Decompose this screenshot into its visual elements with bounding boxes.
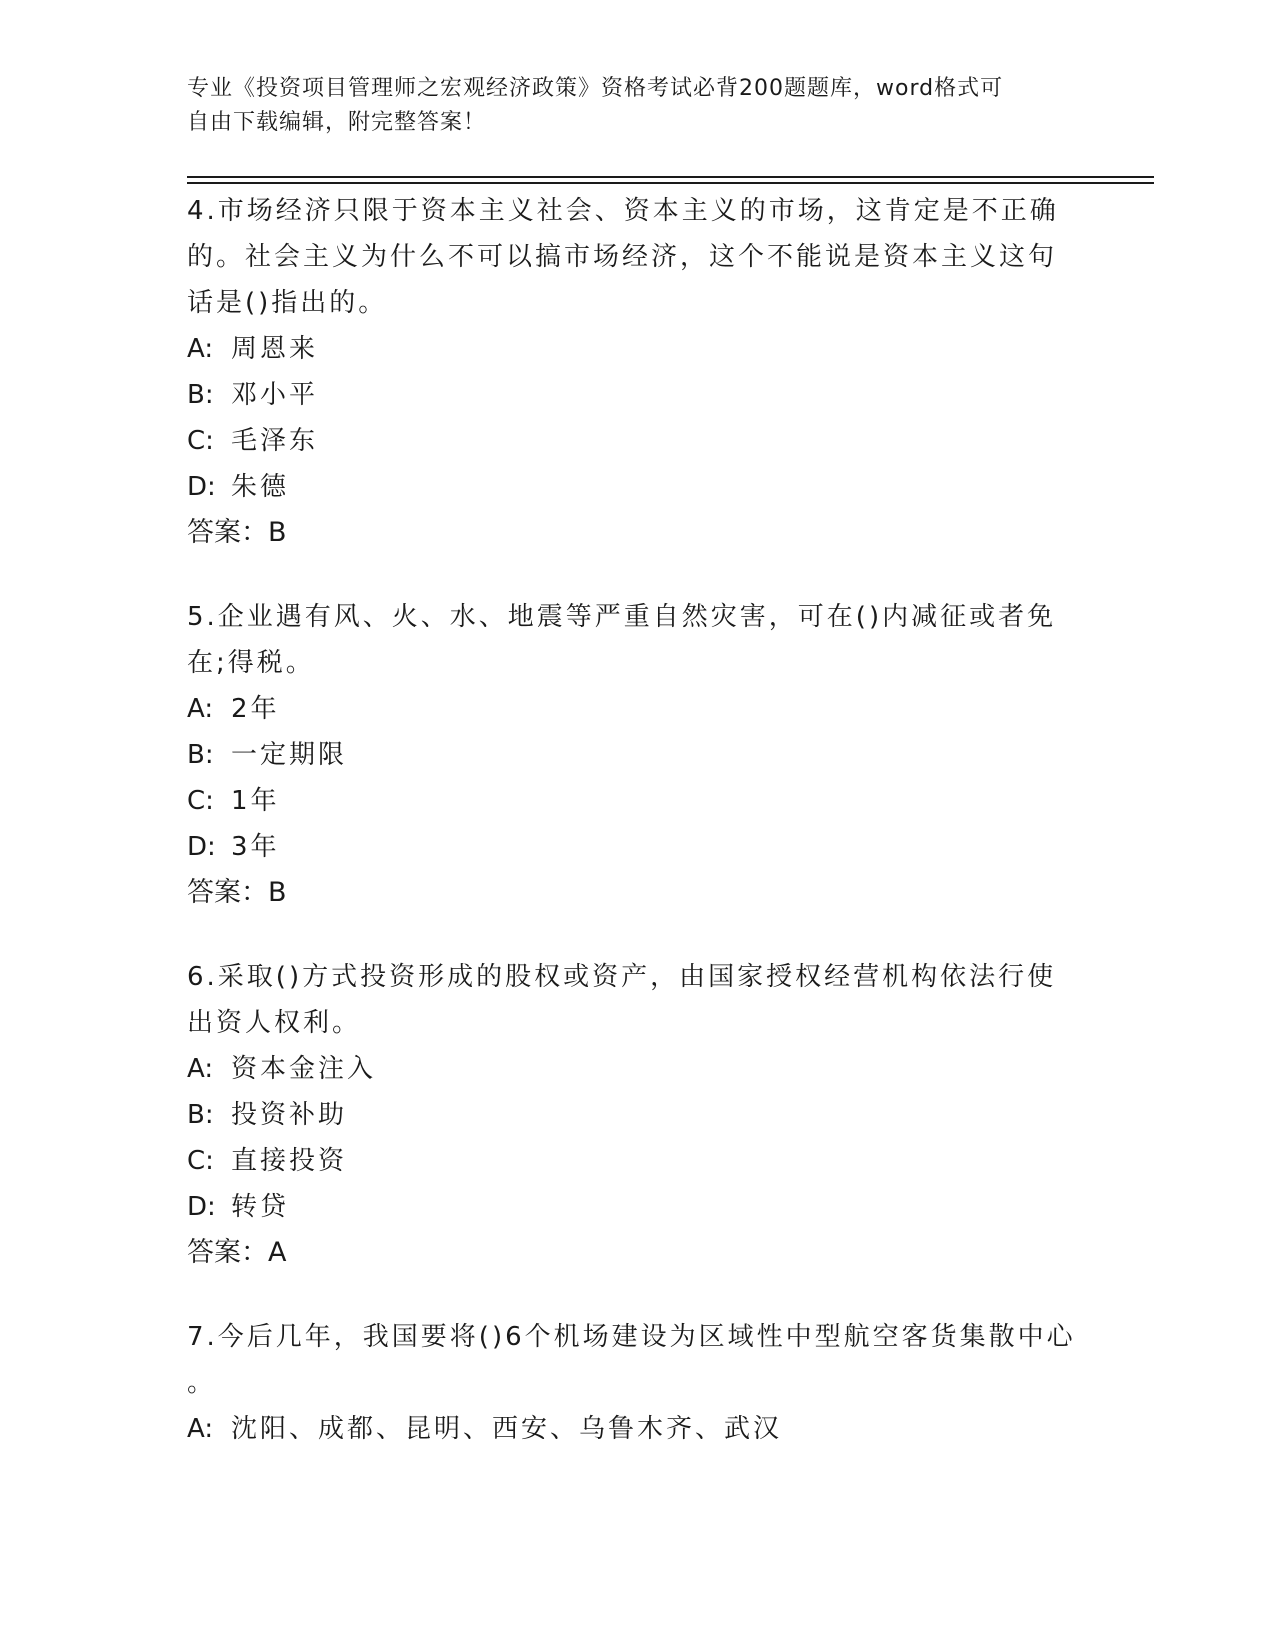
option-b [187, 1092, 1087, 1138]
option-letter: B: [187, 740, 214, 770]
option-letter: A: [187, 334, 214, 364]
option-b [187, 372, 1087, 418]
option-letter: D: [187, 1192, 216, 1222]
option-c [187, 778, 1087, 824]
answer-line: 答案：A [187, 1237, 287, 1268]
option-d [187, 1184, 1087, 1230]
option-text: 沈阳、成都、昆明、西安、乌鲁木齐、武汉 [231, 1414, 783, 1444]
option-letter: A: [187, 1414, 214, 1444]
answer-line: 答案：B [187, 877, 287, 908]
question-item [187, 1314, 1087, 1452]
option-text: 3年 [231, 832, 280, 862]
option-text: 转贷 [231, 1192, 290, 1222]
document-header [187, 72, 1067, 140]
stem-line: 4.市场经济只限于资本主义社会、资本主义的市场，这肯定是不正确 [187, 196, 1059, 226]
header-divider [187, 176, 1154, 178]
question-stem [187, 188, 1087, 326]
question-item [187, 954, 1087, 1276]
option-b [187, 732, 1087, 778]
question-item [187, 594, 1087, 916]
stem-line: 在;得税。 [187, 648, 315, 678]
answer-line: 答案：B [187, 517, 287, 548]
header-line: 自由下载编辑，附完整答案！ [187, 110, 487, 135]
option-text: 邓小平 [231, 380, 319, 410]
option-text: 朱德 [231, 472, 290, 502]
option-text: 投资补助 [231, 1100, 348, 1130]
option-list [187, 1406, 1087, 1452]
option-c [187, 418, 1087, 464]
option-text: 毛泽东 [231, 426, 319, 456]
stem-line: 的。社会主义为什么不可以搞市场经济，这个不能说是资本主义这句 [187, 242, 1058, 272]
option-letter: C: [187, 786, 214, 816]
option-a [187, 686, 1087, 732]
option-d [187, 824, 1087, 870]
option-a [187, 1406, 1087, 1452]
question-list [187, 188, 1087, 1490]
stem-line: 7.今后几年，我国要将()6个机场建设为区域性中型航空客货集散中心 [187, 1322, 1076, 1352]
option-list [187, 326, 1087, 510]
header-line: 专业《投资项目管理师之宏观经济政策》资格考试必背200题题库，word格式可 [187, 76, 1004, 101]
stem-line: 5.企业遇有风、火、水、地震等严重自然灾害，可在()内减征或者免 [187, 602, 1057, 632]
option-text: 2年 [231, 694, 280, 724]
option-text: 资本金注入 [231, 1054, 377, 1084]
question-item [187, 188, 1087, 556]
stem-line: 6.采取()方式投资形成的股权或资产，由国家授权经营机构依法行使 [187, 962, 1057, 992]
option-list [187, 1046, 1087, 1230]
option-text: 直接投资 [231, 1146, 348, 1176]
option-text: 1年 [231, 786, 280, 816]
stem-line: 。 [187, 1368, 217, 1398]
option-d [187, 464, 1087, 510]
stem-line: 话是()指出的。 [187, 288, 388, 318]
option-letter: B: [187, 380, 214, 410]
option-letter: B: [187, 1100, 214, 1130]
option-letter: A: [187, 694, 214, 724]
option-letter: A: [187, 1054, 214, 1084]
option-text: 一定期限 [231, 740, 348, 770]
question-stem [187, 594, 1087, 686]
stem-line: 出资人权利。 [187, 1008, 362, 1038]
option-letter: C: [187, 1146, 214, 1176]
question-stem [187, 954, 1087, 1046]
option-a [187, 1046, 1087, 1092]
option-a [187, 326, 1087, 372]
header-divider [187, 182, 1154, 184]
option-letter: D: [187, 832, 216, 862]
option-list [187, 686, 1087, 870]
option-c [187, 1138, 1087, 1184]
option-letter: D: [187, 472, 216, 502]
question-stem [187, 1314, 1087, 1406]
option-text: 周恩来 [231, 334, 319, 364]
option-letter: C: [187, 426, 214, 456]
